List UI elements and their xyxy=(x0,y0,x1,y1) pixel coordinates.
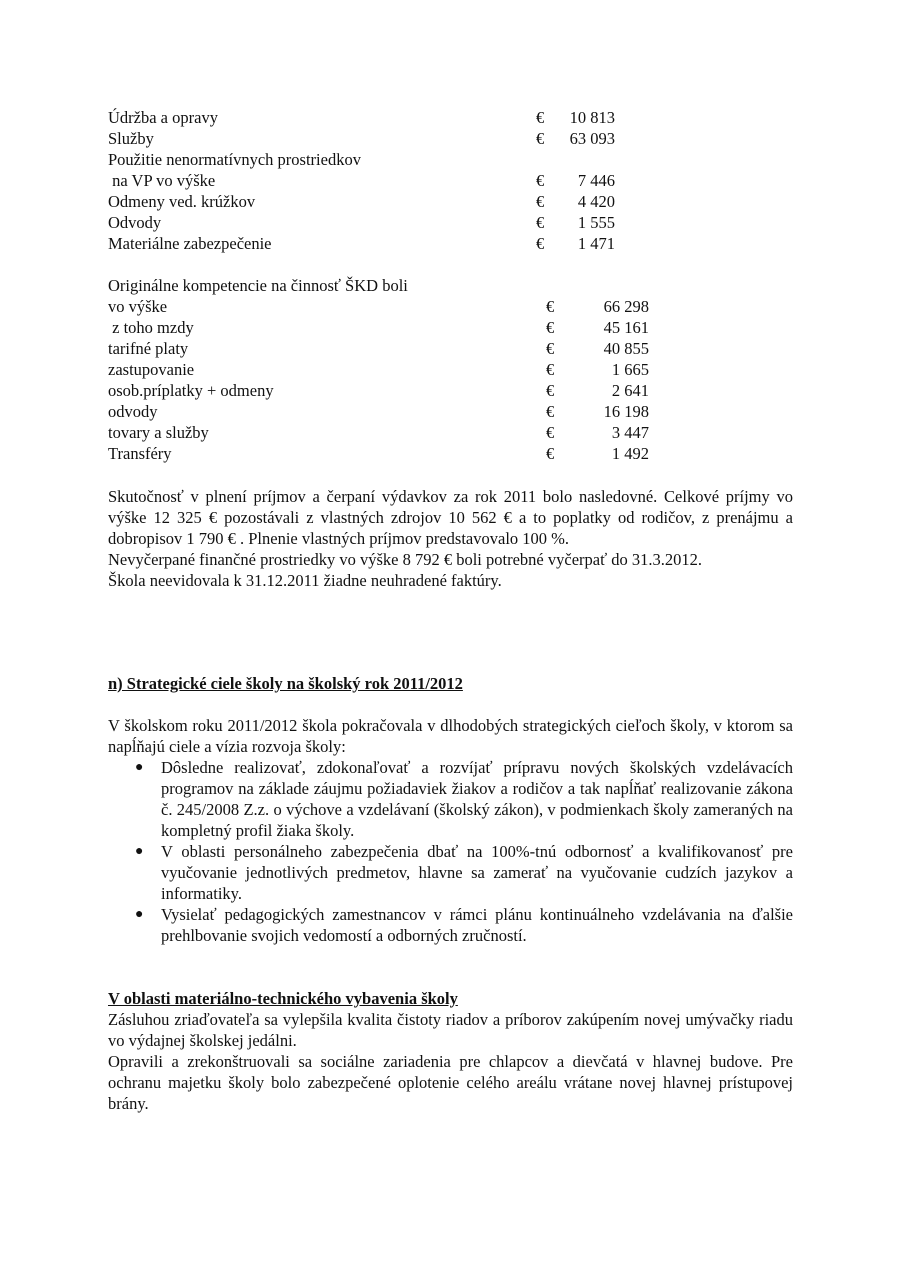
table-row xyxy=(108,338,668,359)
row-label: Transféry xyxy=(108,444,172,463)
row-amount: 1 665 xyxy=(611,360,649,379)
row-currency: € xyxy=(546,381,555,400)
row-label: z toho mzdy xyxy=(108,318,194,337)
row-label: na VP vo výške xyxy=(108,171,216,190)
bullet-icon: ● xyxy=(135,760,144,775)
table-row xyxy=(108,401,668,422)
list-item-text: V oblasti personálneho zabezpečenia dbať na 100%-tnú odbornosť a kvalifikovanosť pre vyučovanie jednotlivých predmetov, hlavne sa zamerať na vyučovanie cudzích jazykov a informatiky. xyxy=(161,842,793,903)
section-heading: n) Strategické ciele školy na školský rok 2011/2012 xyxy=(108,674,463,693)
row-currency: € xyxy=(546,444,555,463)
row-amount: 40 855 xyxy=(603,339,649,358)
row-label: osob.príplatky + odmeny xyxy=(108,381,274,400)
row-label: Údržba a opravy xyxy=(108,108,218,127)
section-heading: V oblasti materiálno-technického vybavenia školy xyxy=(108,989,458,1008)
row-currency: € xyxy=(546,297,555,316)
list-item xyxy=(108,841,793,904)
table-row xyxy=(108,296,668,317)
row-currency: € xyxy=(546,339,555,358)
row-label: zastupovanie xyxy=(108,360,195,379)
row-amount: 2 641 xyxy=(611,381,649,400)
list-item xyxy=(108,757,793,841)
material-paragraph: Opravili a zrekonštruovali sa sociálne zariadenia pre chlapcov a dievčatá v hlavnej budove. Pre ochranu majetku školy bolo zabezpečené oplotenie celého areálu vrátane novej hlavnej prístupovej brány. xyxy=(108,1052,793,1113)
bullet-icon: ● xyxy=(135,907,144,922)
row-amount: 16 198 xyxy=(603,402,649,421)
row-label: Služby xyxy=(108,129,154,148)
row-label: Materiálne zabezpečenie xyxy=(108,234,272,253)
row-label: Odmeny ved. krúžkov xyxy=(108,192,256,211)
material-paragraph: Zásluhou zriaďovateľa sa vylepšila kvalita čistoty riadov a príborov zakúpením novej umývačky riadu vo výdajnej školskej jedálni. xyxy=(108,1010,793,1050)
row-currency: € xyxy=(536,171,545,190)
row-label: Použitie nenormatívnych prostriedkov xyxy=(108,150,361,169)
table-row xyxy=(108,233,668,254)
row-amount: 1 492 xyxy=(611,444,649,463)
row-label: vo výške xyxy=(108,297,168,316)
table-row xyxy=(108,317,668,338)
row-amount: 10 813 xyxy=(569,108,615,127)
material-section-body xyxy=(108,1009,793,1114)
row-amount: 66 298 xyxy=(603,297,649,316)
table-row xyxy=(108,128,668,149)
row-amount: 3 447 xyxy=(611,423,649,442)
summary-paragraph: Skutočnosť v plnení príjmov a čerpaní výdavkov za rok 2011 bolo nasledovné. Celkové príjmy vo výške 12 325 € pozostávali z vlastných zdrojov 10 562 € a to poplatky od rodičov, z prenájmu a dobropisov 1 790 € . Plnenie vlastných príjmov predstavovalo 100 %. xyxy=(108,487,793,548)
row-currency: € xyxy=(536,108,545,127)
list-item-text: Vysielať pedagogických zamestnancov v rámci plánu kontinuálneho vzdelávania na ďalšie prehlbovanie svojich vedomostí a odborných zručností. xyxy=(161,905,793,945)
table-row xyxy=(108,443,668,464)
table-row xyxy=(108,191,668,212)
list-item-text: Dôsledne realizovať, zdokonaľovať a rozvíjať prípravu nových školských vzdelávacích programov na základe záujmu požiadaviek žiakov a rodičov a tak napĺňať realizovanie zákona č. 245/2008 Z.z. o výchove a vzdelávaní (školský zákon), v podmienkach školy zameraných na kompletný profil žiaka školy. xyxy=(161,758,793,840)
bullet-icon: ● xyxy=(135,844,144,859)
row-label: Odvody xyxy=(108,213,162,232)
table-row xyxy=(108,149,668,170)
row-amount: 45 161 xyxy=(603,318,649,337)
table-row xyxy=(108,212,668,233)
row-amount: 1 555 xyxy=(577,213,615,232)
row-currency: € xyxy=(536,129,545,148)
row-label: tarifné platy xyxy=(108,339,189,358)
section-intro: V školskom roku 2011/2012 škola pokračovala v dlhodobých strategických cieľoch školy, v ktorom sa napĺňajú ciele a vízia rozvoja školy: xyxy=(108,716,793,756)
table-row xyxy=(108,380,668,401)
summary-paragraph: Škola neevidovala k 31.12.2011 žiadne neuhradené faktúry. xyxy=(108,571,502,590)
table-row xyxy=(108,170,668,191)
row-currency: € xyxy=(546,318,555,337)
table-row xyxy=(108,359,668,380)
goals-list xyxy=(108,757,793,946)
budget-summary xyxy=(108,486,793,591)
row-label: odvody xyxy=(108,402,158,421)
table-row xyxy=(108,275,668,296)
row-currency: € xyxy=(546,423,555,442)
summary-paragraph: Nevyčerpané finančné prostriedky vo výške 8 792 € boli potrebné vyčerpať do 31.3.2012. xyxy=(108,550,703,569)
table-row xyxy=(108,107,668,128)
row-amount: 1 471 xyxy=(577,234,615,253)
row-currency: € xyxy=(546,360,555,379)
expense-table xyxy=(108,107,668,254)
row-label: Originálne kompetencie na činnosť ŠKD boli xyxy=(108,276,408,295)
row-currency: € xyxy=(536,234,545,253)
table-row xyxy=(108,422,668,443)
row-label: tovary a služby xyxy=(108,423,209,442)
row-currency: € xyxy=(546,402,555,421)
row-amount: 4 420 xyxy=(577,192,615,211)
row-amount: 7 446 xyxy=(577,171,615,190)
row-amount: 63 093 xyxy=(569,129,615,148)
row-currency: € xyxy=(536,213,545,232)
row-currency: € xyxy=(536,192,545,211)
list-item xyxy=(108,904,793,946)
skd-competence-table xyxy=(108,275,668,464)
